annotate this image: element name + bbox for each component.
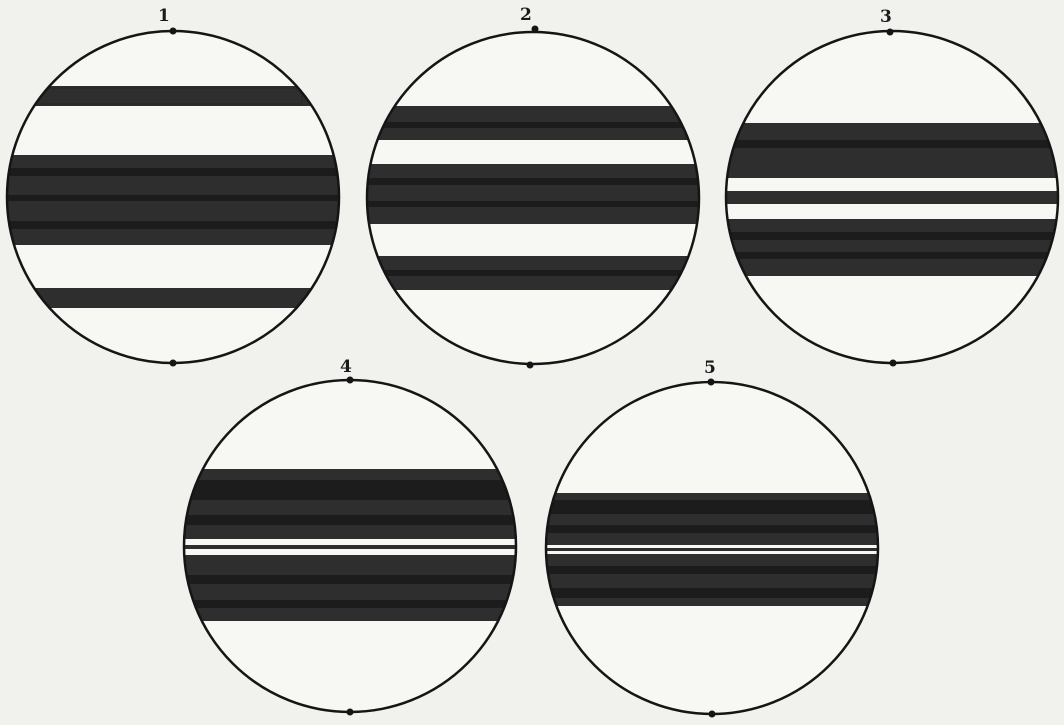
disk-5-bright-zone [540,545,900,548]
disk-4-band-line [180,480,540,500]
disk-1-band-line [0,195,360,201]
disk-1-label: 1 [158,6,170,26]
disk-4-band-line [180,575,540,584]
disk-3 [720,7,1064,367]
disk-5-bright-zone [540,551,900,554]
disk-4-band-line [180,600,540,608]
disk-5-band-line [540,588,900,598]
disk-5-pole-dot [708,379,715,386]
disk-4-pole-dot [347,709,354,716]
disk-3-label: 3 [880,7,892,27]
disk-2-band [360,164,720,224]
disk-3-band-line [720,232,1064,240]
disk-3-band-line [720,140,1064,148]
disk-2-pole-dot [527,362,534,369]
disk-3-pole-dot [890,360,897,367]
disk-3-bright-zone [720,204,1064,219]
disk-1-pole-dot [170,28,177,35]
disk-2-band-line [360,178,720,185]
disk-5-band-line [540,500,900,514]
disk-2-band-line [360,122,720,128]
disk-3-bright-zone [720,178,1064,191]
disk-5 [540,358,900,718]
disk-4 [180,357,540,716]
disk-3-band-line [720,252,1064,259]
disk-5-pole-dot [709,711,716,718]
disk-3-bands [720,123,1064,276]
disk-2-bands [360,106,720,290]
disk-4-bright-zone [180,539,540,545]
disk-4-pole-dot [347,377,354,384]
disk-2-label: 2 [520,5,532,25]
disk-5-bands [540,493,900,606]
disk-5-label: 5 [704,358,716,378]
disk-2 [360,5,720,369]
disk-2-band-line [360,201,720,207]
disk-1-pole-dot [170,360,177,367]
disk-4-band-line [180,515,540,525]
disk-4-bright-zone [180,549,540,555]
disk-4-bands [180,469,540,621]
disk-1 [0,6,360,367]
disk-5-band-line [540,525,900,533]
disk-4-label: 4 [340,357,352,377]
disk-2-pole-dot [532,26,539,33]
disk-3-pole-dot [887,29,894,36]
disk-1-band-line [0,168,360,176]
disk-5-band-line [540,566,900,574]
disk-1-band-line [0,221,360,229]
disk-2-band-line [360,270,720,276]
